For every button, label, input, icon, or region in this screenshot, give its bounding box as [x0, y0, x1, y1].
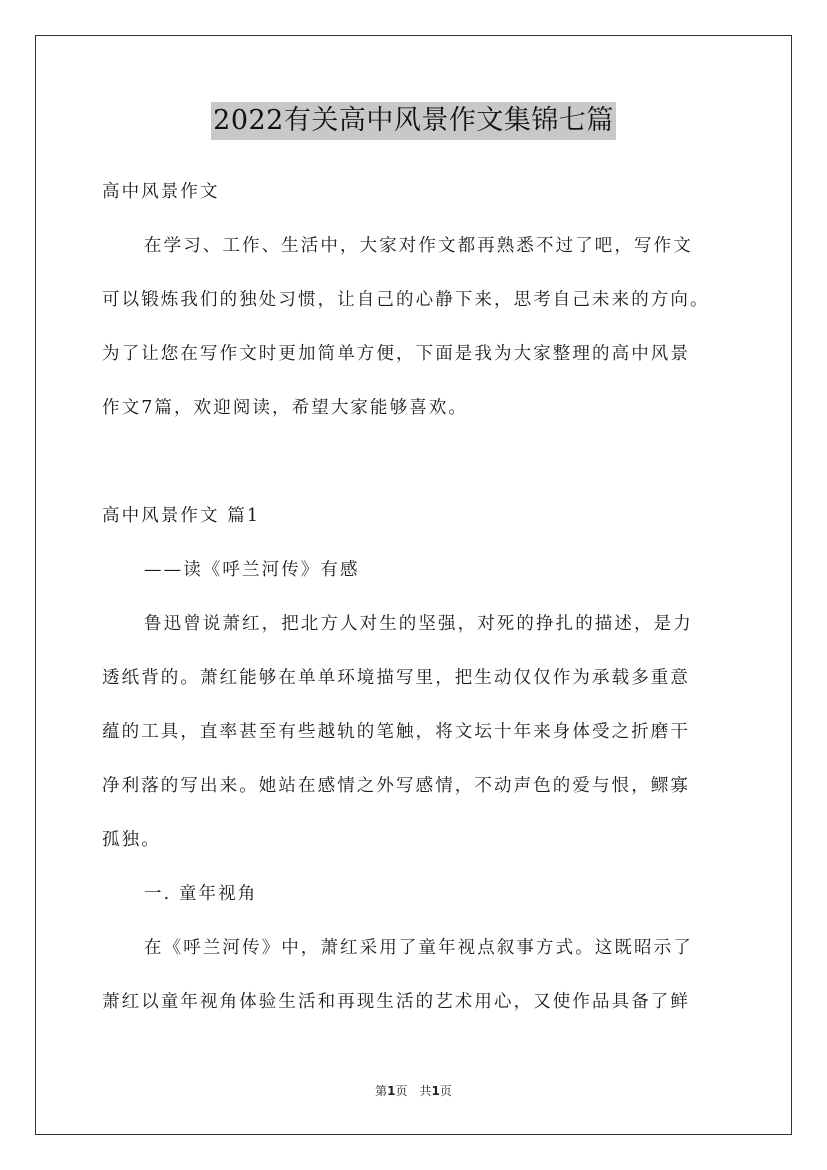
document-body — [102, 174, 728, 1020]
page-footer — [0, 1082, 827, 1099]
paragraph-line: 萧红以童年视角体验生活和再现生活的艺术用心，又使作品具备了鲜 — [102, 992, 690, 1012]
page-total: 1 — [431, 1084, 440, 1098]
spacer — [102, 750, 728, 768]
document-title: 2022有关高中风景作文集锦七篇 — [211, 102, 616, 140]
paragraph-line: 在《呼兰河传》中，萧红采用了童年视点叙事方式。这既昭示了 — [144, 938, 693, 958]
spacer — [102, 804, 728, 822]
spacer — [102, 858, 728, 876]
subsection-heading: 一. 童年视角 — [144, 884, 258, 904]
page-current: 1 — [387, 1084, 396, 1098]
paragraph-line: 为了让您在写作文时更加简单方便，下面是我为大家整理的高中风景 — [102, 344, 690, 364]
spacer — [102, 588, 728, 606]
spacer — [102, 534, 728, 552]
spacer — [102, 480, 728, 498]
section-heading: 高中风景作文 篇1 — [102, 506, 261, 526]
page-mid: 页 共 — [395, 1084, 432, 1098]
section-heading: 高中风景作文 — [102, 182, 220, 202]
paragraph-line: 鲁迅曾说萧红，把北方人对生的坚强，对死的挣扎的描述，是力 — [144, 614, 693, 634]
spacer — [102, 372, 728, 390]
spacer — [102, 264, 728, 282]
spacer — [102, 966, 728, 984]
spacer — [102, 696, 728, 714]
spacer — [102, 642, 728, 660]
paragraph-line: 作文7篇，欢迎阅读，希望大家能够喜欢。 — [102, 398, 469, 418]
paragraph-line: 蕴的工具，直率甚至有些越轨的笔触，将文坛十年来身体受之折磨干 — [102, 722, 690, 742]
title-container — [0, 102, 827, 140]
paragraph-line: 在学习、工作、生活中，大家对作文都再熟悉不过了吧，写作文 — [144, 236, 693, 256]
paragraph-line: 孤独。 — [102, 830, 161, 850]
paragraph-line: 可以锻炼我们的独处习惯，让自己的心静下来，思考自己未来的方向。 — [102, 290, 710, 310]
spacer — [102, 318, 728, 336]
spacer — [102, 912, 728, 930]
spacer — [102, 210, 728, 228]
page-prefix: 第 — [375, 1084, 388, 1098]
subtitle-line: ——读《呼兰河传》有感 — [144, 560, 360, 580]
spacer — [102, 426, 728, 480]
paragraph-line: 净利落的写出来。她站在感情之外写感情，不动声色的爱与恨，鳏寡 — [102, 776, 690, 796]
page-suffix: 页 — [439, 1084, 452, 1098]
paragraph-line: 透纸背的。萧红能够在单单环境描写里，把生动仅仅作为承载多重意 — [102, 668, 690, 688]
